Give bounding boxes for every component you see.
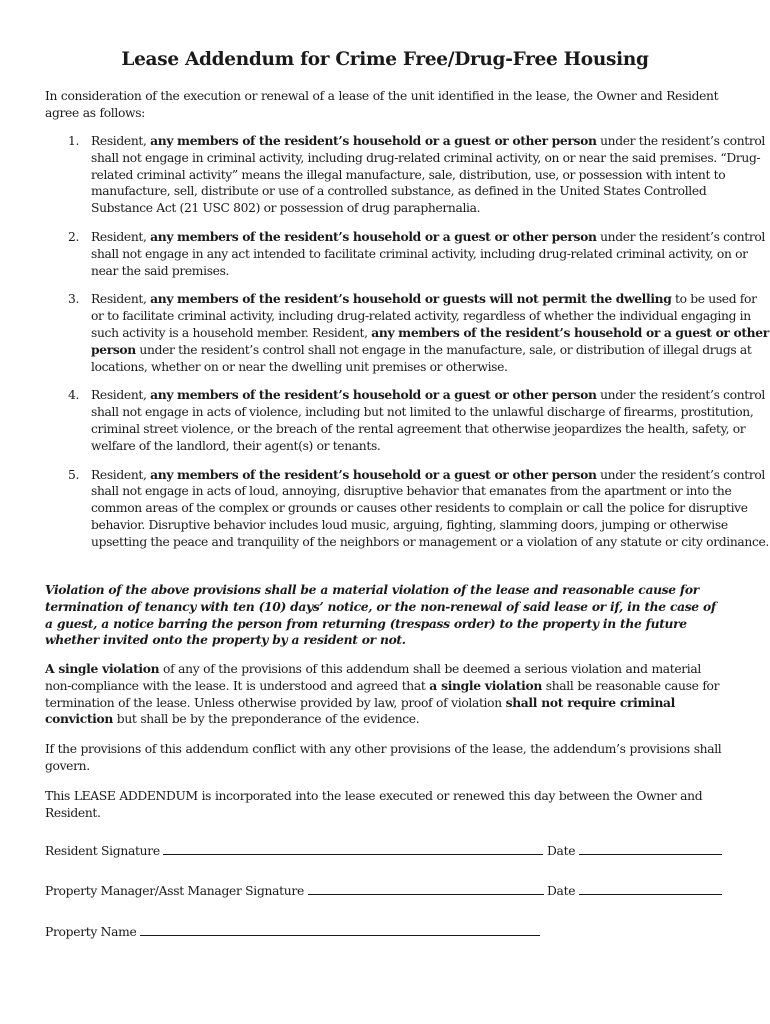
property-name-row — [45, 924, 540, 940]
govern-paragraph: If the provisions of this addendum conflict with any other provisions of the lease, the addendum’s provisions shall govern. — [45, 742, 722, 773]
resident-signature-field[interactable] — [163, 843, 543, 855]
provision-item — [68, 133, 770, 217]
provision-text-pre: Resident, — [91, 134, 151, 148]
provision-item — [68, 466, 770, 551]
provision-item — [68, 291, 770, 375]
provision-text-post: under the resident’s control shall not engage in acts of violence, including but not limited to the unlawful discharge of firearms, prostitution, criminal street violence, or the breach of the rental agreement that otherwise jeopardizes the health, safety, or welfare of the landlord, their agent(s) or tenants. — [91, 388, 766, 453]
provision-number: 4. — [68, 388, 80, 403]
provision-text-pre: Resident, — [91, 388, 151, 403]
incorporation-paragraph: This LEASE ADDENDUM is incorporated into the lease executed or renewed this day between the Owner and Resident. — [45, 789, 703, 820]
document-title: Lease Addendum for Crime Free/Drug-Free Housing — [121, 49, 649, 70]
single-violation-text-3: but shall be by the preponderance of the evidence. — [112, 712, 420, 727]
single-violation-paragraph — [45, 661, 725, 728]
manager-date-row — [547, 883, 722, 899]
resident-signature-label: Resident Signature — [45, 844, 160, 858]
provision-text-post: to be used for or to facilitate criminal activity, including drug-related activity, regardless of whether the individual engaging in such activity is a household member. Resident, — [91, 292, 757, 340]
provision-text-post: under the resident’s control shall not engage in acts of loud, annoying, disruptive behavior that emanates from the apartment or into the common areas of the complex or grounds or causes other residents to complain or call the police for disruptive behavior. Disruptive behavior includes loud music, arguing, fighting, slamming doors, jumping or otherwise upsetting the peace and tranquility of the neighbors or management or a violation of any statute or city ordinance. — [91, 467, 769, 549]
single-violation-text-1: of any of the provisions of this addendum shall be deemed a serious violation and material non-compliance with the lease. It is understood and agreed that — [45, 662, 701, 693]
provision-text-pre: Resident, — [91, 229, 151, 244]
provision-number: 1. — [68, 134, 80, 148]
resident-signature-row — [45, 843, 543, 859]
manager-date-label: Date — [547, 884, 576, 898]
manager-signature-row — [45, 883, 544, 899]
provision-number: 3. — [68, 292, 80, 307]
provision-text-bold-2: any members of the resident’s household or a guest or other person — [91, 324, 769, 357]
manager-signature-label: Property Manager/Asst Manager Signature — [45, 884, 304, 898]
provision-text-bold: any members of the resident’s household or guests will not permit the dwelling — [150, 291, 672, 307]
resident-date-label: Date — [547, 844, 576, 858]
provision-text-pre: Resident, — [91, 292, 151, 307]
provision-text-pre: Resident, — [91, 467, 151, 482]
provisions-list — [45, 133, 770, 563]
provision-text-bold: any members of the resident’s household or a guest or other person — [150, 466, 597, 482]
violation-paragraph: Violation of the above provisions shall be a material violation of the lease and reasonable cause for termination of tenancy with ten (10) days’ notice, or the non-renewal of said lease or if, in the case of a guest, a notice barring the person from returning (trespass order) to the property in the future whether invited onto the property by a resident or not. — [45, 582, 716, 648]
single-violation-bold-3: shall not require criminal conviction — [45, 694, 675, 727]
property-name-field[interactable] — [140, 924, 540, 936]
provision-item — [68, 387, 770, 454]
provision-text-bold: any members of the resident’s household or a guest or other person — [150, 228, 597, 244]
provision-item — [68, 228, 770, 279]
single-violation-bold-2: a single violation — [429, 677, 542, 693]
provision-text-bold: any members of the resident’s household or a guest or other person — [150, 387, 597, 403]
provision-text-post: under the resident’s control shall not engage in criminal activity, including drug-related criminal activity, on or near the said premises. “Drug-related criminal activity” means the illegal manufacture, sale, distribution, use, or possession with intent to manufacture, sell, distribute or use of a controlled substance, as defined in the United States Controlled Substance Act (21 USC 802) or possession of drug paraphernalia. — [91, 134, 766, 216]
single-violation-bold-1: A single violation — [45, 661, 160, 676]
provision-text-post-2: under the resident’s control shall not engage in the manufacture, sale, or distribution of illegal drugs at locations, whether on or near the dwelling unit premises or otherwise. — [91, 342, 752, 374]
manager-date-field[interactable] — [579, 883, 722, 895]
manager-signature-field[interactable] — [308, 883, 544, 895]
provision-number: 5. — [68, 467, 80, 482]
intro-paragraph: In consideration of the execution or renewal of a lease of the unit identified in the lease, the Owner and Resident agree as follows: — [45, 89, 719, 120]
single-violation-text-2: shall be reasonable cause for termination of the lease. Unless otherwise provided by law, proof of violation — [45, 678, 720, 710]
provision-text-bold: any members of the resident’s household or a guest or other person — [150, 133, 597, 148]
resident-date-field[interactable] — [579, 843, 722, 855]
provision-text-post: under the resident’s control shall not engage in any act intended to facilitate criminal activity, including drug-related criminal activity, on or near the said premises. — [91, 229, 766, 278]
property-name-label: Property Name — [45, 925, 137, 939]
provision-number: 2. — [68, 229, 80, 244]
resident-date-row — [547, 843, 722, 859]
